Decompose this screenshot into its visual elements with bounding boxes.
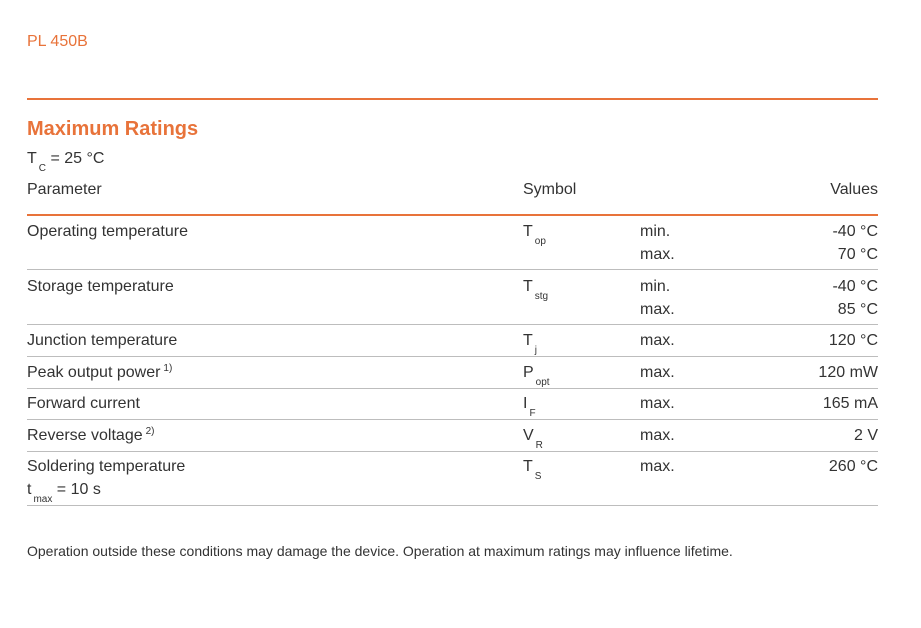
qualifier-cell: max. [640,301,675,318]
symbol-letter: T [523,458,533,475]
footnote-reference: 2) [145,426,155,437]
table-bottom-divider [27,505,878,506]
symbol-cell [523,278,549,302]
qualifier-cell: max. [640,395,675,412]
symbol-letter: T [523,332,533,349]
footnote-text: Operation outside these conditions may damage the device. Operation at maximum ratings may influence lifetime. [27,543,733,559]
column-header-parameter: Parameter [27,181,102,198]
row-divider [27,388,878,389]
footnote-reference: 1) [163,363,173,374]
condition-value: = 10 s [52,481,101,498]
symbol-cell [523,223,546,247]
header-divider [27,98,878,100]
symbol-cell [523,458,542,482]
table-header-divider [27,214,878,216]
value-cell: 260 °C [828,458,878,475]
symbol-subscript: opt [535,377,550,388]
symbol-letter: T [523,223,533,240]
symbol-cell [523,332,538,356]
symbol-subscript: S [534,471,542,482]
symbol-cell [523,364,550,388]
qualifier-cell: max. [640,246,675,263]
parameter-label: Peak output power [27,364,161,381]
symbol-cell [523,427,543,451]
test-condition [27,150,105,174]
symbol-subscript: op [534,236,546,247]
parameter-cell [27,364,172,382]
qualifier-cell: min. [640,278,671,295]
qualifier-cell: max. [640,427,675,444]
value-cell: 85 °C [837,301,878,318]
value-cell: 2 V [853,427,878,444]
column-header-values: Values [830,181,878,198]
condition-symbol: T [27,150,37,167]
section-title: Maximum Ratings [27,118,199,140]
qualifier-cell: max. [640,332,675,349]
condition-symbol: t [27,481,32,498]
qualifier-cell: min. [640,223,671,240]
column-header-symbol: Symbol [523,181,577,198]
symbol-letter: T [523,278,533,295]
row-divider [27,269,878,270]
parameter-cell: Junction temperature [27,332,178,349]
row-divider [27,324,878,325]
symbol-letter: I [523,395,528,412]
symbol-letter: P [523,364,534,381]
value-cell: 70 °C [837,246,878,263]
qualifier-cell: max. [640,458,675,475]
symbol-letter: V [523,427,534,444]
value-cell: -40 °C [832,223,878,240]
parameter-cell [27,427,155,445]
parameter-cell: Forward current [27,395,140,412]
parameter-cell: Soldering temperature [27,458,186,475]
symbol-subscript: stg [534,291,549,302]
row-divider [27,419,878,420]
symbol-cell [523,395,536,419]
document-id: PL 450B [27,33,88,50]
symbol-subscript: F [529,408,536,419]
symbol-subscript: R [535,440,543,451]
value-cell: 165 mA [822,395,878,412]
row-divider [27,356,878,357]
qualifier-cell: max. [640,364,675,381]
parameter-label: Reverse voltage [27,427,143,444]
condition-subscript: max [33,494,53,505]
value-cell: 120 °C [828,332,878,349]
symbol-subscript: j [534,345,538,356]
parameter-condition [27,481,101,505]
value-cell: 120 mW [818,364,878,381]
parameter-cell: Storage temperature [27,278,174,295]
condition-subscript: C [38,163,47,174]
row-divider [27,451,878,452]
condition-value: = 25 °C [46,150,105,167]
value-cell: -40 °C [832,278,878,295]
parameter-cell: Operating temperature [27,223,188,240]
